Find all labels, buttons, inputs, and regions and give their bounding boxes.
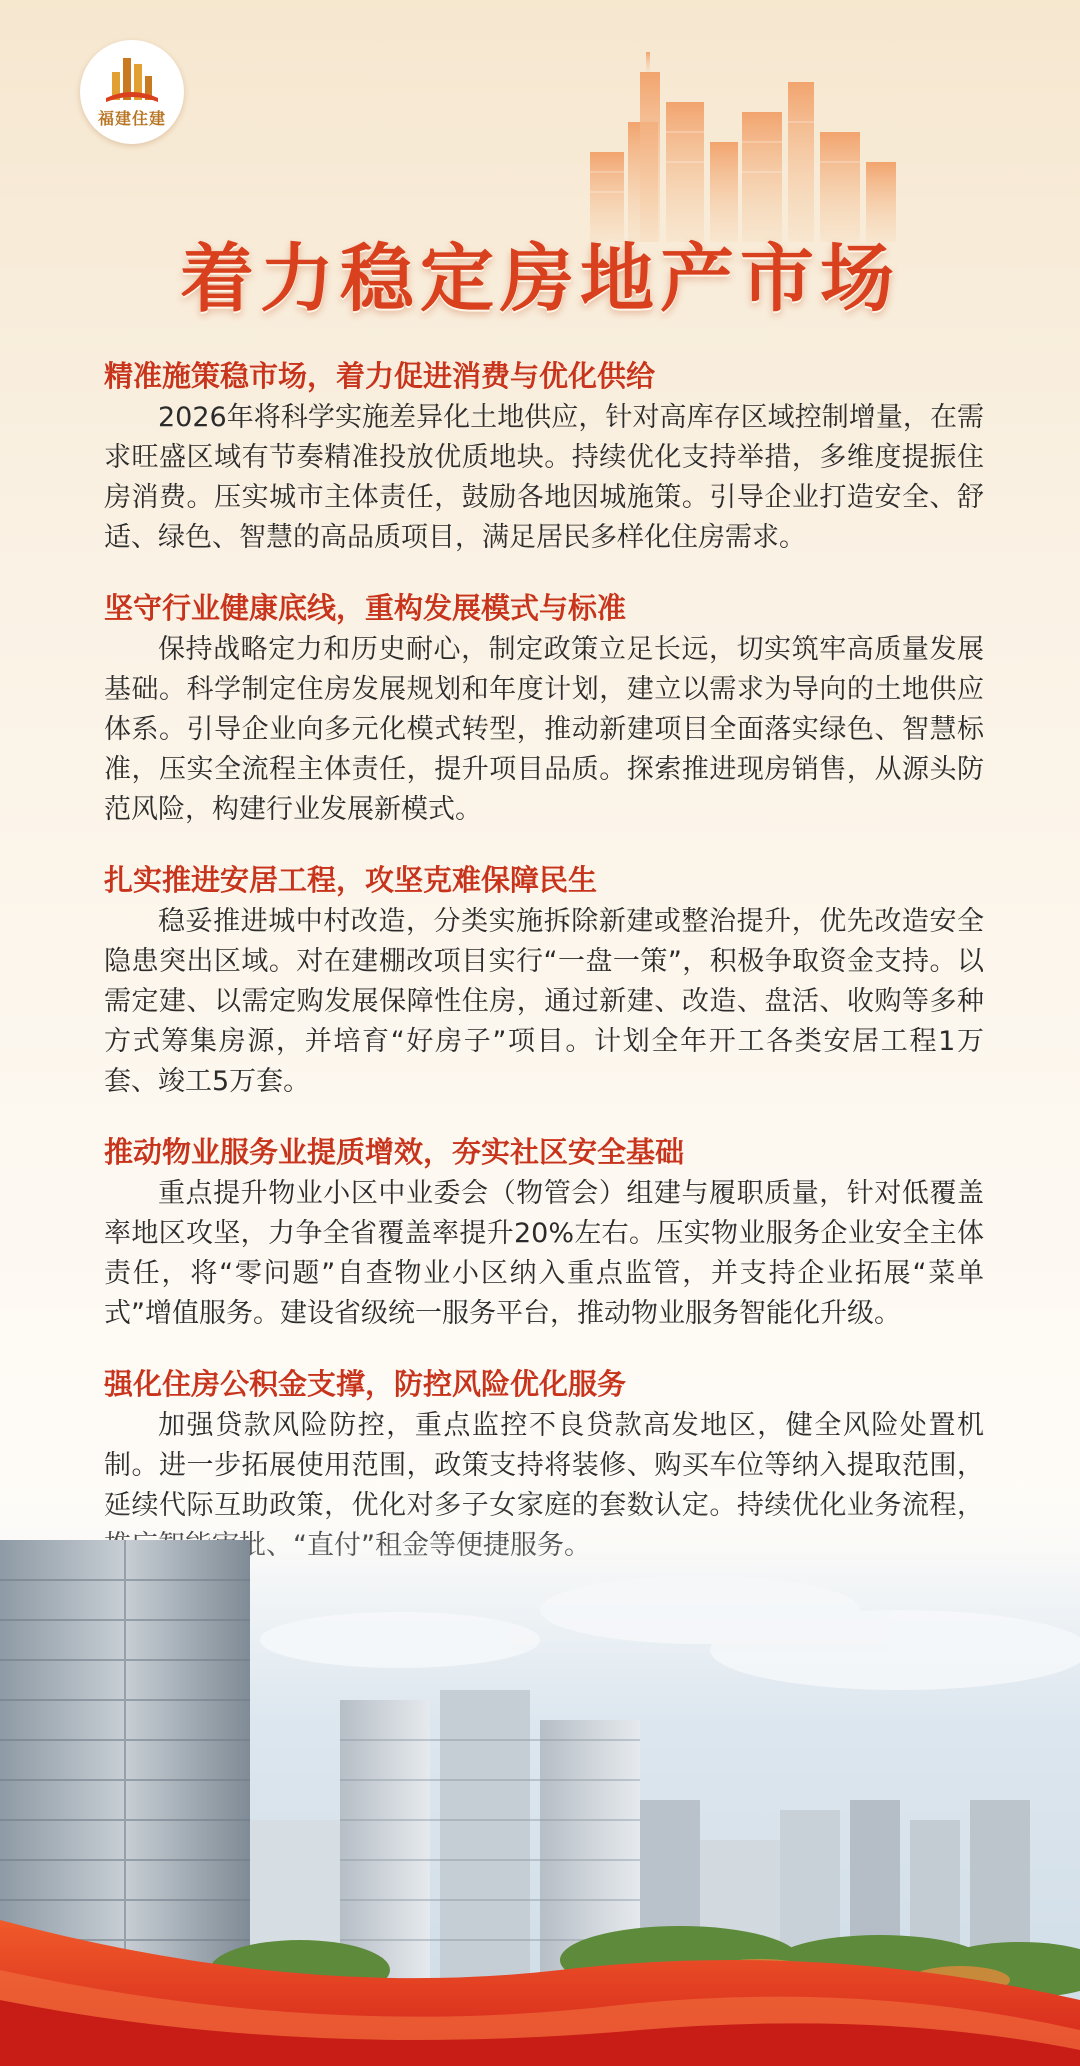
section-body: 重点提升物业小区中业委会（物管会）组建与履职质量，针对低覆盖率地区攻坚，力争全省覆盖率提升20%左右。压实物业服务企业安全主体责任，将“零问题”自查物业小区纳入重点监管，并支持企业拓展“菜单式”增值服务。建设省级统一服务平台，推动物业服务智能化升级。 [104,1178,984,1329]
section-body: 保持战略定力和历史耐心，制定政策立足长远，切实筑牢高质量发展基础。科学制定住房发展规划和年度计划，建立以需求为导向的土地供应体系。引导企业向多元化模式转型，推动新建项目全面落实绿色、智慧标准，压实全流程主体责任，提升项目品质。探索推进现房销售，从源头防范风险，构建行业发展新模式。 [104,634,984,825]
section-heading: 坚守行业健康底线，重构发展模式与标准 [104,591,627,625]
page-title: 着力稳定房地产市场 [180,236,900,322]
logo [80,40,184,144]
section-property-services [104,1132,984,1334]
section-heading: 精准施策稳市场，着力促进消费与优化供给 [104,359,656,393]
section-body: 加强贷款风险防控，重点监控不良贷款高发地区，健全风险处置机制。进一步拓展使用范围，政策支持将装修、购买车位等纳入提取范围， [104,1410,984,1481]
section-industry-health [104,588,984,830]
section-heading: 扎实推进安居工程，攻坚克难保障民生 [104,863,598,897]
section-body: 2026年将科学实施差异化土地供应，针对高库存区域控制增量，在需求旺盛区域有节奏精准投放优质地块。持续优化支持举措，多维度提振住房消费。压实城市主体责任，鼓励各地因城施策。引导企业打造安全、舒适、绿色、智慧的高品质项目，满足居民多样化住房需求。 [104,402,984,553]
skyline-illustration [580,52,920,242]
section-land-supply [104,356,984,558]
section-body: 稳妥推进城中村改造，分类实施拆除新建或整治提升，优先改造安全隐患突出区域。对在建棚改项目实行“一盘一策”，积极争取资金支持。以需定建、以需定购发展保障性住房，通过新建、改造、盘活、收购等多种方式筹集房源，并培育“好房子”项目。计划全年开工各类安居工程1万套、竣工5万套。 [104,906,984,1097]
logo-text: 福建住建 [97,109,166,128]
section-housing-projects [104,860,984,1102]
content [104,356,984,1596]
building-logo-icon [104,52,160,106]
section-heading: 强化住房公积金支撑，防控风险优化服务 [104,1367,627,1401]
section-heading: 推动物业服务业提质增效，夯实社区安全基础 [104,1135,685,1169]
cityscape-photo [0,1500,1080,2066]
